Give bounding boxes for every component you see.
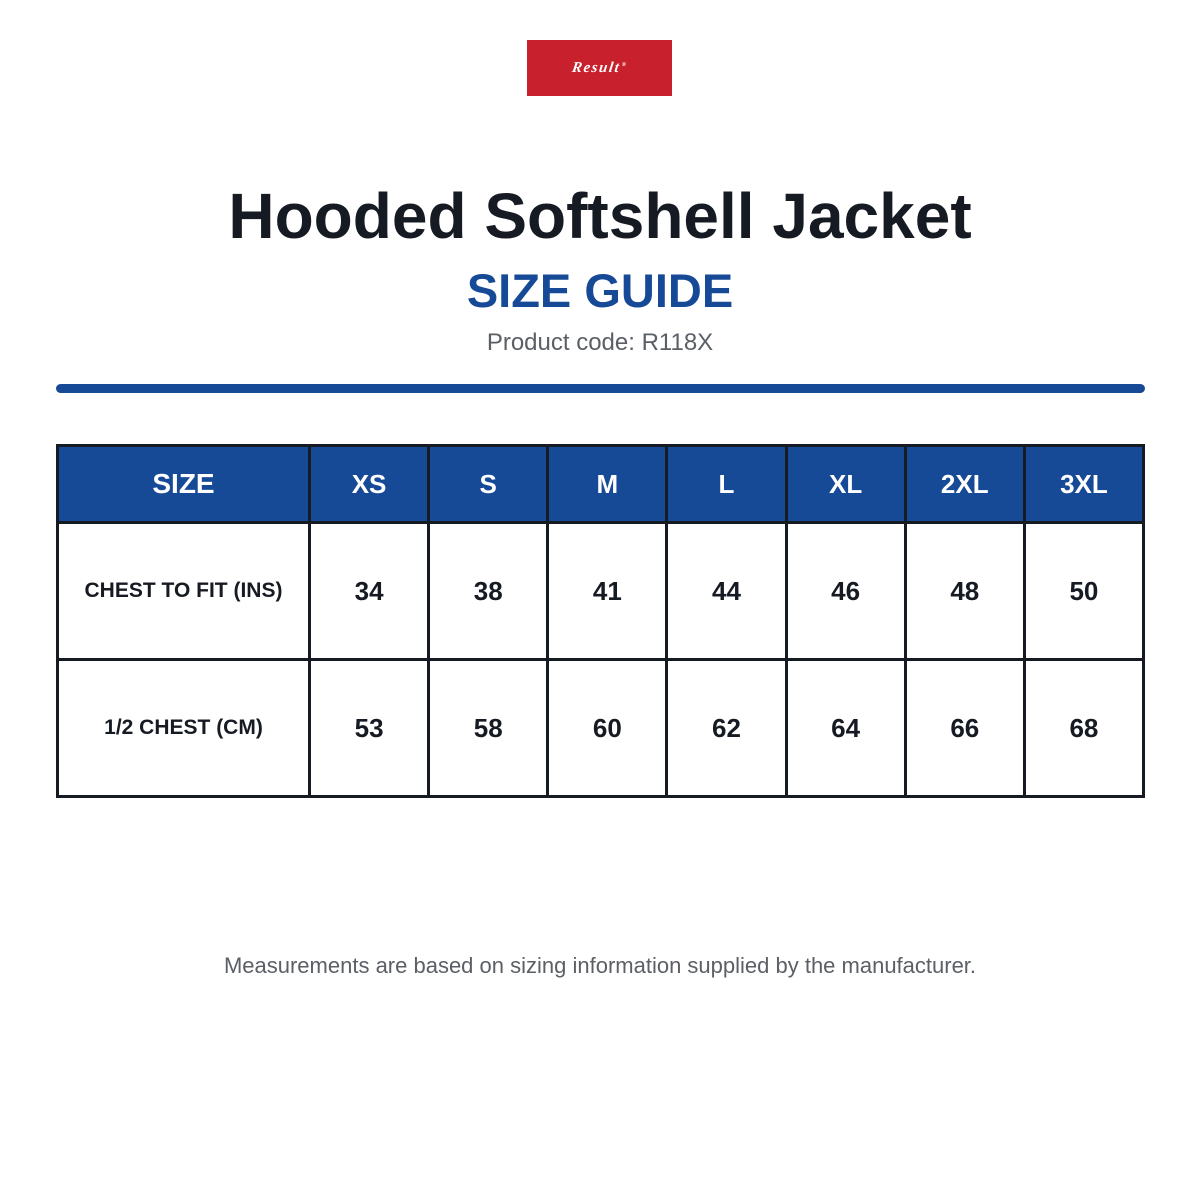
size-table: [56, 444, 1145, 798]
row-label: CHEST TO FIT (INS): [58, 523, 310, 660]
page-title: Hooded Softshell Jacket: [228, 180, 972, 252]
size-column-header: S: [429, 446, 548, 523]
table-cell: 58: [429, 660, 548, 797]
table-cell: 48: [905, 523, 1024, 660]
size-column-header: 3XL: [1024, 446, 1143, 523]
table-cell: 41: [548, 523, 667, 660]
table-row-half-chest: [58, 660, 1144, 797]
table-cell: 68: [1024, 660, 1143, 797]
table-cell: 64: [786, 660, 905, 797]
size-column-header: XL: [786, 446, 905, 523]
size-header-label: SIZE: [58, 446, 310, 523]
size-guide-heading: SIZE GUIDE: [466, 264, 734, 317]
size-column-header: L: [667, 446, 786, 523]
table-cell: 38: [429, 523, 548, 660]
table-cell: 66: [905, 660, 1024, 797]
table-cell: 34: [310, 523, 429, 660]
logo-wordmark: Result®: [570, 59, 628, 76]
table-cell: 60: [548, 660, 667, 797]
size-column-header: 2XL: [905, 446, 1024, 523]
table-cell: 53: [310, 660, 429, 797]
table-cell: 62: [667, 660, 786, 797]
table-row-chest-to-fit: [58, 523, 1144, 660]
result-logo: [527, 40, 672, 96]
size-header-row: [58, 446, 1144, 523]
table-cell: 50: [1024, 523, 1143, 660]
table-cell: 44: [667, 523, 786, 660]
measurement-disclaimer: Measurements are based on sizing information supplied by the manufacturer.: [223, 953, 977, 978]
registered-mark: ®: [621, 61, 628, 68]
table-cell: 46: [786, 523, 905, 660]
product-code: Product code: R118X: [486, 329, 714, 356]
row-label: 1/2 CHEST (CM): [58, 660, 310, 797]
header-divider: [56, 384, 1145, 393]
size-column-header: XS: [310, 446, 429, 523]
size-column-header: M: [548, 446, 667, 523]
